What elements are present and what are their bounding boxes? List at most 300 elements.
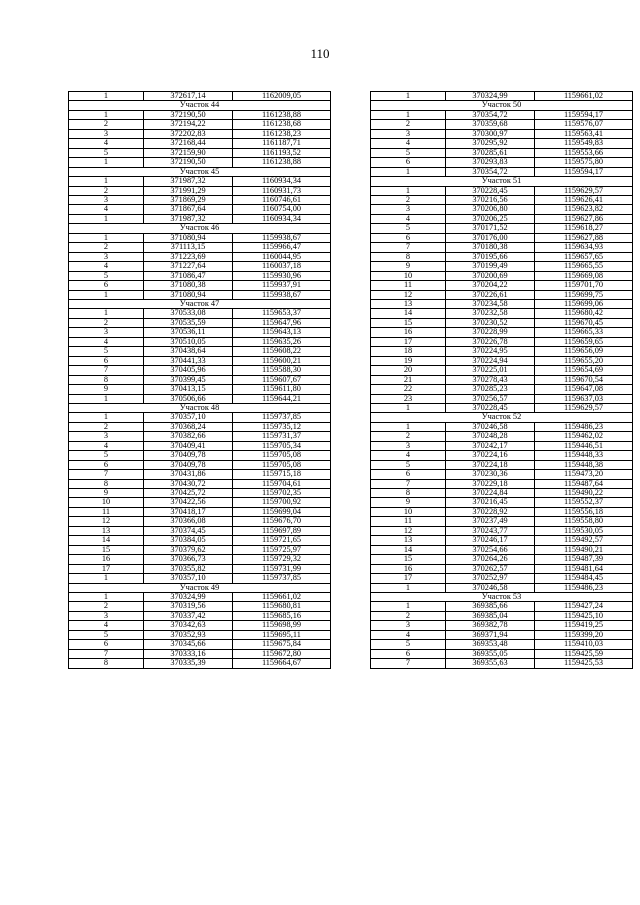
table-row bbox=[371, 507, 633, 516]
table-row bbox=[69, 593, 331, 602]
point-number-cell: 7 bbox=[371, 659, 446, 668]
y-coordinate-cell: 1159627,88 bbox=[535, 233, 633, 242]
y-coordinate-cell: 1162009,05 bbox=[233, 92, 331, 101]
y-coordinate-cell: 1161238,88 bbox=[233, 110, 331, 119]
y-coordinate-cell: 1159473,20 bbox=[535, 470, 633, 479]
x-coordinate-cell: 370228,45 bbox=[446, 403, 535, 412]
x-coordinate-cell: 370300,97 bbox=[446, 129, 535, 138]
y-coordinate-cell: 1159558,80 bbox=[535, 517, 633, 526]
y-coordinate-cell: 1159680,81 bbox=[233, 602, 331, 611]
y-coordinate-cell: 1159575,80 bbox=[535, 158, 633, 167]
table-row bbox=[371, 186, 633, 195]
y-coordinate-cell: 1160037,18 bbox=[233, 262, 331, 271]
table-row bbox=[371, 574, 633, 583]
point-number-cell: 3 bbox=[69, 611, 144, 620]
x-coordinate-cell: 372202,83 bbox=[144, 129, 233, 138]
x-coordinate-cell: 370366,08 bbox=[144, 517, 233, 526]
point-number-cell: 5 bbox=[69, 148, 144, 157]
table-row bbox=[69, 507, 331, 516]
point-number-cell: 3 bbox=[371, 205, 446, 214]
y-coordinate-cell: 1159644,21 bbox=[233, 394, 331, 403]
section-title: Участок 49 bbox=[69, 583, 331, 592]
point-number-cell: 2 bbox=[371, 432, 446, 441]
x-coordinate-cell: 370232,58 bbox=[446, 309, 535, 318]
y-coordinate-cell: 1159698,99 bbox=[233, 621, 331, 630]
x-coordinate-cell: 370224,18 bbox=[446, 460, 535, 469]
point-number-cell: 3 bbox=[69, 129, 144, 138]
y-coordinate-cell: 1159530,05 bbox=[535, 526, 633, 535]
point-number-cell: 12 bbox=[371, 290, 446, 299]
point-number-cell: 9 bbox=[371, 262, 446, 271]
x-coordinate-cell: 370256,57 bbox=[446, 394, 535, 403]
x-coordinate-cell: 370226,78 bbox=[446, 337, 535, 346]
x-coordinate-cell: 370216,45 bbox=[446, 498, 535, 507]
x-coordinate-cell: 371227,64 bbox=[144, 262, 233, 271]
table-row bbox=[69, 139, 331, 148]
point-number-cell: 13 bbox=[371, 536, 446, 545]
point-number-cell: 1 bbox=[69, 177, 144, 186]
point-number-cell: 3 bbox=[69, 195, 144, 204]
table-row bbox=[69, 422, 331, 431]
x-coordinate-cell: 369355,63 bbox=[446, 659, 535, 668]
y-coordinate-cell: 1159659,65 bbox=[535, 337, 633, 346]
table-row bbox=[371, 536, 633, 545]
table-row bbox=[69, 281, 331, 290]
y-coordinate-cell: 1161193,52 bbox=[233, 148, 331, 157]
point-number-cell: 9 bbox=[69, 489, 144, 498]
point-number-cell: 2 bbox=[371, 611, 446, 620]
point-number-cell: 8 bbox=[69, 479, 144, 488]
point-number-cell: 4 bbox=[69, 205, 144, 214]
y-coordinate-cell: 1159425,53 bbox=[535, 659, 633, 668]
section-header-row bbox=[371, 593, 633, 602]
x-coordinate-cell: 371991,29 bbox=[144, 186, 233, 195]
table-row bbox=[69, 148, 331, 157]
point-number-cell: 19 bbox=[371, 356, 446, 365]
x-coordinate-cell: 370422,56 bbox=[144, 498, 233, 507]
point-number-cell: 11 bbox=[371, 517, 446, 526]
point-number-cell: 3 bbox=[69, 432, 144, 441]
y-coordinate-cell: 1161238,88 bbox=[233, 158, 331, 167]
point-number-cell: 4 bbox=[371, 630, 446, 639]
x-coordinate-cell: 370254,66 bbox=[446, 545, 535, 554]
x-coordinate-cell: 371080,94 bbox=[144, 233, 233, 242]
point-number-cell: 6 bbox=[371, 470, 446, 479]
point-number-cell: 7 bbox=[371, 243, 446, 252]
table-row bbox=[69, 243, 331, 252]
y-coordinate-cell: 1159623,82 bbox=[535, 205, 633, 214]
x-coordinate-cell: 370206,25 bbox=[446, 214, 535, 223]
x-coordinate-cell: 370354,72 bbox=[446, 110, 535, 119]
table-row bbox=[371, 517, 633, 526]
y-coordinate-cell: 1159731,37 bbox=[233, 432, 331, 441]
x-coordinate-cell: 370441,33 bbox=[144, 356, 233, 365]
y-coordinate-cell: 1159661,02 bbox=[535, 92, 633, 101]
x-coordinate-cell: 370405,96 bbox=[144, 366, 233, 375]
section-header-row bbox=[371, 413, 633, 422]
x-coordinate-cell: 370368,24 bbox=[144, 422, 233, 431]
point-number-cell: 17 bbox=[371, 337, 446, 346]
y-coordinate-cell: 1159594,17 bbox=[535, 110, 633, 119]
table-row bbox=[371, 366, 633, 375]
x-coordinate-cell: 370171,52 bbox=[446, 224, 535, 233]
point-number-cell: 7 bbox=[371, 479, 446, 488]
section-title: Участок 51 bbox=[371, 177, 633, 186]
x-coordinate-cell: 370243,77 bbox=[446, 526, 535, 535]
x-coordinate-cell: 370357,10 bbox=[144, 413, 233, 422]
y-coordinate-cell: 1159600,21 bbox=[233, 356, 331, 365]
y-coordinate-cell: 1159715,18 bbox=[233, 470, 331, 479]
table-row bbox=[69, 92, 331, 101]
x-coordinate-cell: 370228,92 bbox=[446, 507, 535, 516]
y-coordinate-cell: 1159680,42 bbox=[535, 309, 633, 318]
y-coordinate-cell: 1160934,34 bbox=[233, 177, 331, 186]
x-coordinate-cell: 370533,08 bbox=[144, 309, 233, 318]
point-number-cell: 12 bbox=[69, 517, 144, 526]
y-coordinate-cell: 1159654,69 bbox=[535, 366, 633, 375]
point-number-cell: 16 bbox=[371, 564, 446, 573]
x-coordinate-cell: 370246,58 bbox=[446, 583, 535, 592]
table-row bbox=[69, 356, 331, 365]
y-coordinate-cell: 1160934,34 bbox=[233, 214, 331, 223]
y-coordinate-cell: 1160044,95 bbox=[233, 252, 331, 261]
table-row bbox=[69, 460, 331, 469]
x-coordinate-cell: 370248,28 bbox=[446, 432, 535, 441]
section-header-row bbox=[69, 101, 331, 110]
x-coordinate-cell: 370285,61 bbox=[446, 148, 535, 157]
table-row bbox=[371, 309, 633, 318]
point-number-cell: 1 bbox=[371, 403, 446, 412]
section-title: Участок 45 bbox=[69, 167, 331, 176]
x-coordinate-cell: 370176,00 bbox=[446, 233, 535, 242]
table-row bbox=[69, 309, 331, 318]
table-row bbox=[69, 659, 331, 668]
y-coordinate-cell: 1159669,08 bbox=[535, 271, 633, 280]
x-coordinate-cell: 370242,17 bbox=[446, 441, 535, 450]
y-coordinate-cell: 1161187,71 bbox=[233, 139, 331, 148]
table-row bbox=[371, 214, 633, 223]
point-number-cell: 1 bbox=[69, 413, 144, 422]
point-number-cell: 14 bbox=[371, 309, 446, 318]
point-number-cell: 4 bbox=[371, 451, 446, 460]
y-coordinate-cell: 1159664,67 bbox=[233, 659, 331, 668]
table-row bbox=[69, 385, 331, 394]
point-number-cell: 1 bbox=[69, 290, 144, 299]
point-number-cell: 4 bbox=[69, 337, 144, 346]
y-coordinate-cell: 1159490,22 bbox=[535, 489, 633, 498]
y-coordinate-cell: 1159937,91 bbox=[233, 281, 331, 290]
point-number-cell: 5 bbox=[371, 224, 446, 233]
x-coordinate-cell: 370431,86 bbox=[144, 470, 233, 479]
y-coordinate-cell: 1159549,83 bbox=[535, 139, 633, 148]
x-coordinate-cell: 372617,14 bbox=[144, 92, 233, 101]
table-row bbox=[69, 375, 331, 384]
y-coordinate-cell: 1159665,33 bbox=[535, 328, 633, 337]
table-row bbox=[371, 526, 633, 535]
point-number-cell: 14 bbox=[69, 536, 144, 545]
y-coordinate-cell: 1159419,25 bbox=[535, 621, 633, 630]
x-coordinate-cell: 370228,45 bbox=[446, 186, 535, 195]
table-row bbox=[371, 422, 633, 431]
y-coordinate-cell: 1159425,10 bbox=[535, 611, 633, 620]
point-number-cell: 8 bbox=[371, 489, 446, 498]
table-row bbox=[69, 290, 331, 299]
x-coordinate-cell: 370225,01 bbox=[446, 366, 535, 375]
point-number-cell: 1 bbox=[69, 110, 144, 119]
point-number-cell: 1 bbox=[69, 214, 144, 223]
point-number-cell: 20 bbox=[371, 366, 446, 375]
x-coordinate-cell: 370319,56 bbox=[144, 602, 233, 611]
point-number-cell: 8 bbox=[371, 252, 446, 261]
table-row bbox=[371, 290, 633, 299]
y-coordinate-cell: 1159695,11 bbox=[233, 630, 331, 639]
point-number-cell: 1 bbox=[69, 233, 144, 242]
table-row bbox=[69, 129, 331, 138]
y-coordinate-cell: 1159729,32 bbox=[233, 555, 331, 564]
point-number-cell: 3 bbox=[371, 129, 446, 138]
table-row bbox=[69, 158, 331, 167]
point-number-cell: 5 bbox=[69, 271, 144, 280]
y-coordinate-cell: 1159643,13 bbox=[233, 328, 331, 337]
point-number-cell: 13 bbox=[371, 299, 446, 308]
section-title: Участок 47 bbox=[69, 299, 331, 308]
table-row bbox=[371, 451, 633, 460]
y-coordinate-cell: 1159731,99 bbox=[233, 564, 331, 573]
section-title: Участок 46 bbox=[69, 224, 331, 233]
x-coordinate-cell: 370366,73 bbox=[144, 555, 233, 564]
table-row bbox=[69, 252, 331, 261]
table-row bbox=[371, 262, 633, 271]
y-coordinate-cell: 1159448,38 bbox=[535, 460, 633, 469]
y-coordinate-cell: 1159487,64 bbox=[535, 479, 633, 488]
x-coordinate-cell: 372168,44 bbox=[144, 139, 233, 148]
table-row bbox=[371, 470, 633, 479]
x-coordinate-cell: 369385,66 bbox=[446, 602, 535, 611]
table-row bbox=[371, 621, 633, 630]
table-row bbox=[69, 177, 331, 186]
y-coordinate-cell: 1159938,67 bbox=[233, 233, 331, 242]
x-coordinate-cell: 369371,94 bbox=[446, 630, 535, 639]
x-coordinate-cell: 369353,48 bbox=[446, 640, 535, 649]
point-number-cell: 5 bbox=[371, 148, 446, 157]
x-coordinate-cell: 369355,05 bbox=[446, 649, 535, 658]
x-coordinate-cell: 370418,17 bbox=[144, 507, 233, 516]
x-coordinate-cell: 370384,05 bbox=[144, 536, 233, 545]
point-number-cell: 1 bbox=[371, 422, 446, 431]
table-row bbox=[371, 148, 633, 157]
y-coordinate-cell: 1159721,65 bbox=[233, 536, 331, 545]
point-number-cell: 2 bbox=[69, 318, 144, 327]
point-number-cell: 7 bbox=[69, 366, 144, 375]
point-number-cell: 11 bbox=[69, 507, 144, 516]
section-title: Участок 50 bbox=[371, 101, 633, 110]
point-number-cell: 5 bbox=[69, 630, 144, 639]
x-coordinate-cell: 371987,32 bbox=[144, 214, 233, 223]
y-coordinate-cell: 1159611,80 bbox=[233, 385, 331, 394]
point-number-cell: 10 bbox=[69, 498, 144, 507]
x-coordinate-cell: 370342,63 bbox=[144, 621, 233, 630]
x-coordinate-cell: 370262,57 bbox=[446, 564, 535, 573]
x-coordinate-cell: 370224,94 bbox=[446, 356, 535, 365]
x-coordinate-cell: 370204,22 bbox=[446, 281, 535, 290]
y-coordinate-cell: 1159629,57 bbox=[535, 186, 633, 195]
y-coordinate-cell: 1159700,92 bbox=[233, 498, 331, 507]
y-coordinate-cell: 1159705,34 bbox=[233, 441, 331, 450]
table-row bbox=[371, 602, 633, 611]
x-coordinate-cell: 372190,50 bbox=[144, 110, 233, 119]
y-coordinate-cell: 1159699,06 bbox=[535, 299, 633, 308]
y-coordinate-cell: 1159705,08 bbox=[233, 460, 331, 469]
point-number-cell: 1 bbox=[69, 394, 144, 403]
x-coordinate-cell: 370536,11 bbox=[144, 328, 233, 337]
y-coordinate-cell: 1159685,16 bbox=[233, 611, 331, 620]
y-coordinate-cell: 1159735,12 bbox=[233, 422, 331, 431]
y-coordinate-cell: 1159704,61 bbox=[233, 479, 331, 488]
table-row bbox=[371, 564, 633, 573]
page-number: 110 bbox=[310, 46, 330, 61]
table-row bbox=[371, 545, 633, 554]
x-coordinate-cell: 370216,56 bbox=[446, 195, 535, 204]
x-coordinate-cell: 370295,92 bbox=[446, 139, 535, 148]
table-row bbox=[69, 564, 331, 573]
section-header-row bbox=[69, 167, 331, 176]
y-coordinate-cell: 1159637,03 bbox=[535, 394, 633, 403]
table-row bbox=[69, 262, 331, 271]
point-number-cell: 7 bbox=[69, 649, 144, 658]
x-coordinate-cell: 372159,90 bbox=[144, 148, 233, 157]
y-coordinate-cell: 1159672,80 bbox=[233, 649, 331, 658]
table-row bbox=[371, 432, 633, 441]
y-coordinate-cell: 1159626,41 bbox=[535, 195, 633, 204]
section-title: Участок 48 bbox=[69, 403, 331, 412]
x-coordinate-cell: 370333,16 bbox=[144, 649, 233, 658]
point-number-cell: 6 bbox=[69, 356, 144, 365]
table-row bbox=[371, 555, 633, 564]
x-coordinate-cell: 372194,22 bbox=[144, 120, 233, 129]
y-coordinate-cell: 1160746,61 bbox=[233, 195, 331, 204]
table-row bbox=[69, 555, 331, 564]
table-row bbox=[69, 526, 331, 535]
y-coordinate-cell: 1159427,24 bbox=[535, 602, 633, 611]
table-row bbox=[69, 479, 331, 488]
y-coordinate-cell: 1159492,57 bbox=[535, 536, 633, 545]
y-coordinate-cell: 1159656,09 bbox=[535, 347, 633, 356]
x-coordinate-cell: 370199,49 bbox=[446, 262, 535, 271]
x-coordinate-cell: 370206,80 bbox=[446, 205, 535, 214]
point-number-cell: 1 bbox=[69, 309, 144, 318]
point-number-cell: 4 bbox=[69, 621, 144, 630]
x-coordinate-cell: 370285,23 bbox=[446, 385, 535, 394]
y-coordinate-cell: 1159576,07 bbox=[535, 120, 633, 129]
x-coordinate-cell: 370409,78 bbox=[144, 451, 233, 460]
x-coordinate-cell: 371113,15 bbox=[144, 243, 233, 252]
table-row bbox=[371, 337, 633, 346]
point-number-cell: 1 bbox=[69, 92, 144, 101]
x-coordinate-cell: 370425,72 bbox=[144, 489, 233, 498]
x-coordinate-cell: 370413,15 bbox=[144, 385, 233, 394]
table-row bbox=[69, 394, 331, 403]
table-row bbox=[69, 470, 331, 479]
section-header-row bbox=[371, 101, 633, 110]
point-number-cell: 15 bbox=[371, 555, 446, 564]
y-coordinate-cell: 1159699,75 bbox=[535, 290, 633, 299]
y-coordinate-cell: 1159594,17 bbox=[535, 167, 633, 176]
table-row bbox=[69, 432, 331, 441]
y-coordinate-cell: 1159552,37 bbox=[535, 498, 633, 507]
x-coordinate-cell: 370359,68 bbox=[446, 120, 535, 129]
x-coordinate-cell: 370510,05 bbox=[144, 337, 233, 346]
y-coordinate-cell: 1159653,37 bbox=[233, 309, 331, 318]
table-row bbox=[69, 451, 331, 460]
section-header-row bbox=[69, 403, 331, 412]
table-row bbox=[371, 659, 633, 668]
table-row bbox=[371, 205, 633, 214]
point-number-cell: 8 bbox=[69, 375, 144, 384]
x-coordinate-cell: 370430,72 bbox=[144, 479, 233, 488]
point-number-cell: 1 bbox=[371, 110, 446, 119]
point-number-cell: 12 bbox=[371, 526, 446, 535]
table-row bbox=[69, 120, 331, 129]
table-row bbox=[371, 281, 633, 290]
table-row bbox=[371, 110, 633, 119]
point-number-cell: 5 bbox=[69, 451, 144, 460]
point-number-cell: 6 bbox=[371, 649, 446, 658]
y-coordinate-cell: 1159966,47 bbox=[233, 243, 331, 252]
y-coordinate-cell: 1161238,23 bbox=[233, 129, 331, 138]
point-number-cell: 6 bbox=[69, 640, 144, 649]
y-coordinate-cell: 1159647,08 bbox=[535, 385, 633, 394]
section-title: Участок 44 bbox=[69, 101, 331, 110]
x-coordinate-cell: 370324,99 bbox=[446, 92, 535, 101]
point-number-cell: 1 bbox=[69, 158, 144, 167]
y-coordinate-cell: 1159425,59 bbox=[535, 649, 633, 658]
y-coordinate-cell: 1159737,85 bbox=[233, 574, 331, 583]
y-coordinate-cell: 1159655,20 bbox=[535, 356, 633, 365]
table-row bbox=[371, 479, 633, 488]
table-row bbox=[371, 328, 633, 337]
table-row bbox=[69, 602, 331, 611]
x-coordinate-cell: 370200,69 bbox=[446, 271, 535, 280]
y-coordinate-cell: 1159629,57 bbox=[535, 403, 633, 412]
table-row bbox=[69, 649, 331, 658]
table-row bbox=[371, 318, 633, 327]
y-coordinate-cell: 1159563,41 bbox=[535, 129, 633, 138]
x-coordinate-cell: 370506,66 bbox=[144, 394, 233, 403]
point-number-cell: 18 bbox=[371, 347, 446, 356]
x-coordinate-cell: 371223,69 bbox=[144, 252, 233, 261]
x-coordinate-cell: 370335,39 bbox=[144, 659, 233, 668]
y-coordinate-cell: 1159725,97 bbox=[233, 545, 331, 554]
table-row bbox=[69, 621, 331, 630]
table-row bbox=[69, 545, 331, 554]
point-number-cell: 16 bbox=[371, 328, 446, 337]
y-coordinate-cell: 1159670,54 bbox=[535, 375, 633, 384]
x-coordinate-cell: 370264,26 bbox=[446, 555, 535, 564]
section-title: Участок 52 bbox=[371, 413, 633, 422]
point-number-cell: 1 bbox=[371, 92, 446, 101]
x-coordinate-cell: 370345,66 bbox=[144, 640, 233, 649]
table-row bbox=[69, 413, 331, 422]
point-number-cell: 10 bbox=[371, 507, 446, 516]
y-coordinate-cell: 1159487,39 bbox=[535, 555, 633, 564]
point-number-cell: 1 bbox=[371, 583, 446, 592]
y-coordinate-cell: 1159486,23 bbox=[535, 422, 633, 431]
table-row bbox=[371, 347, 633, 356]
point-number-cell: 5 bbox=[371, 460, 446, 469]
table-row bbox=[69, 574, 331, 583]
table-row bbox=[371, 583, 633, 592]
table-row bbox=[371, 498, 633, 507]
